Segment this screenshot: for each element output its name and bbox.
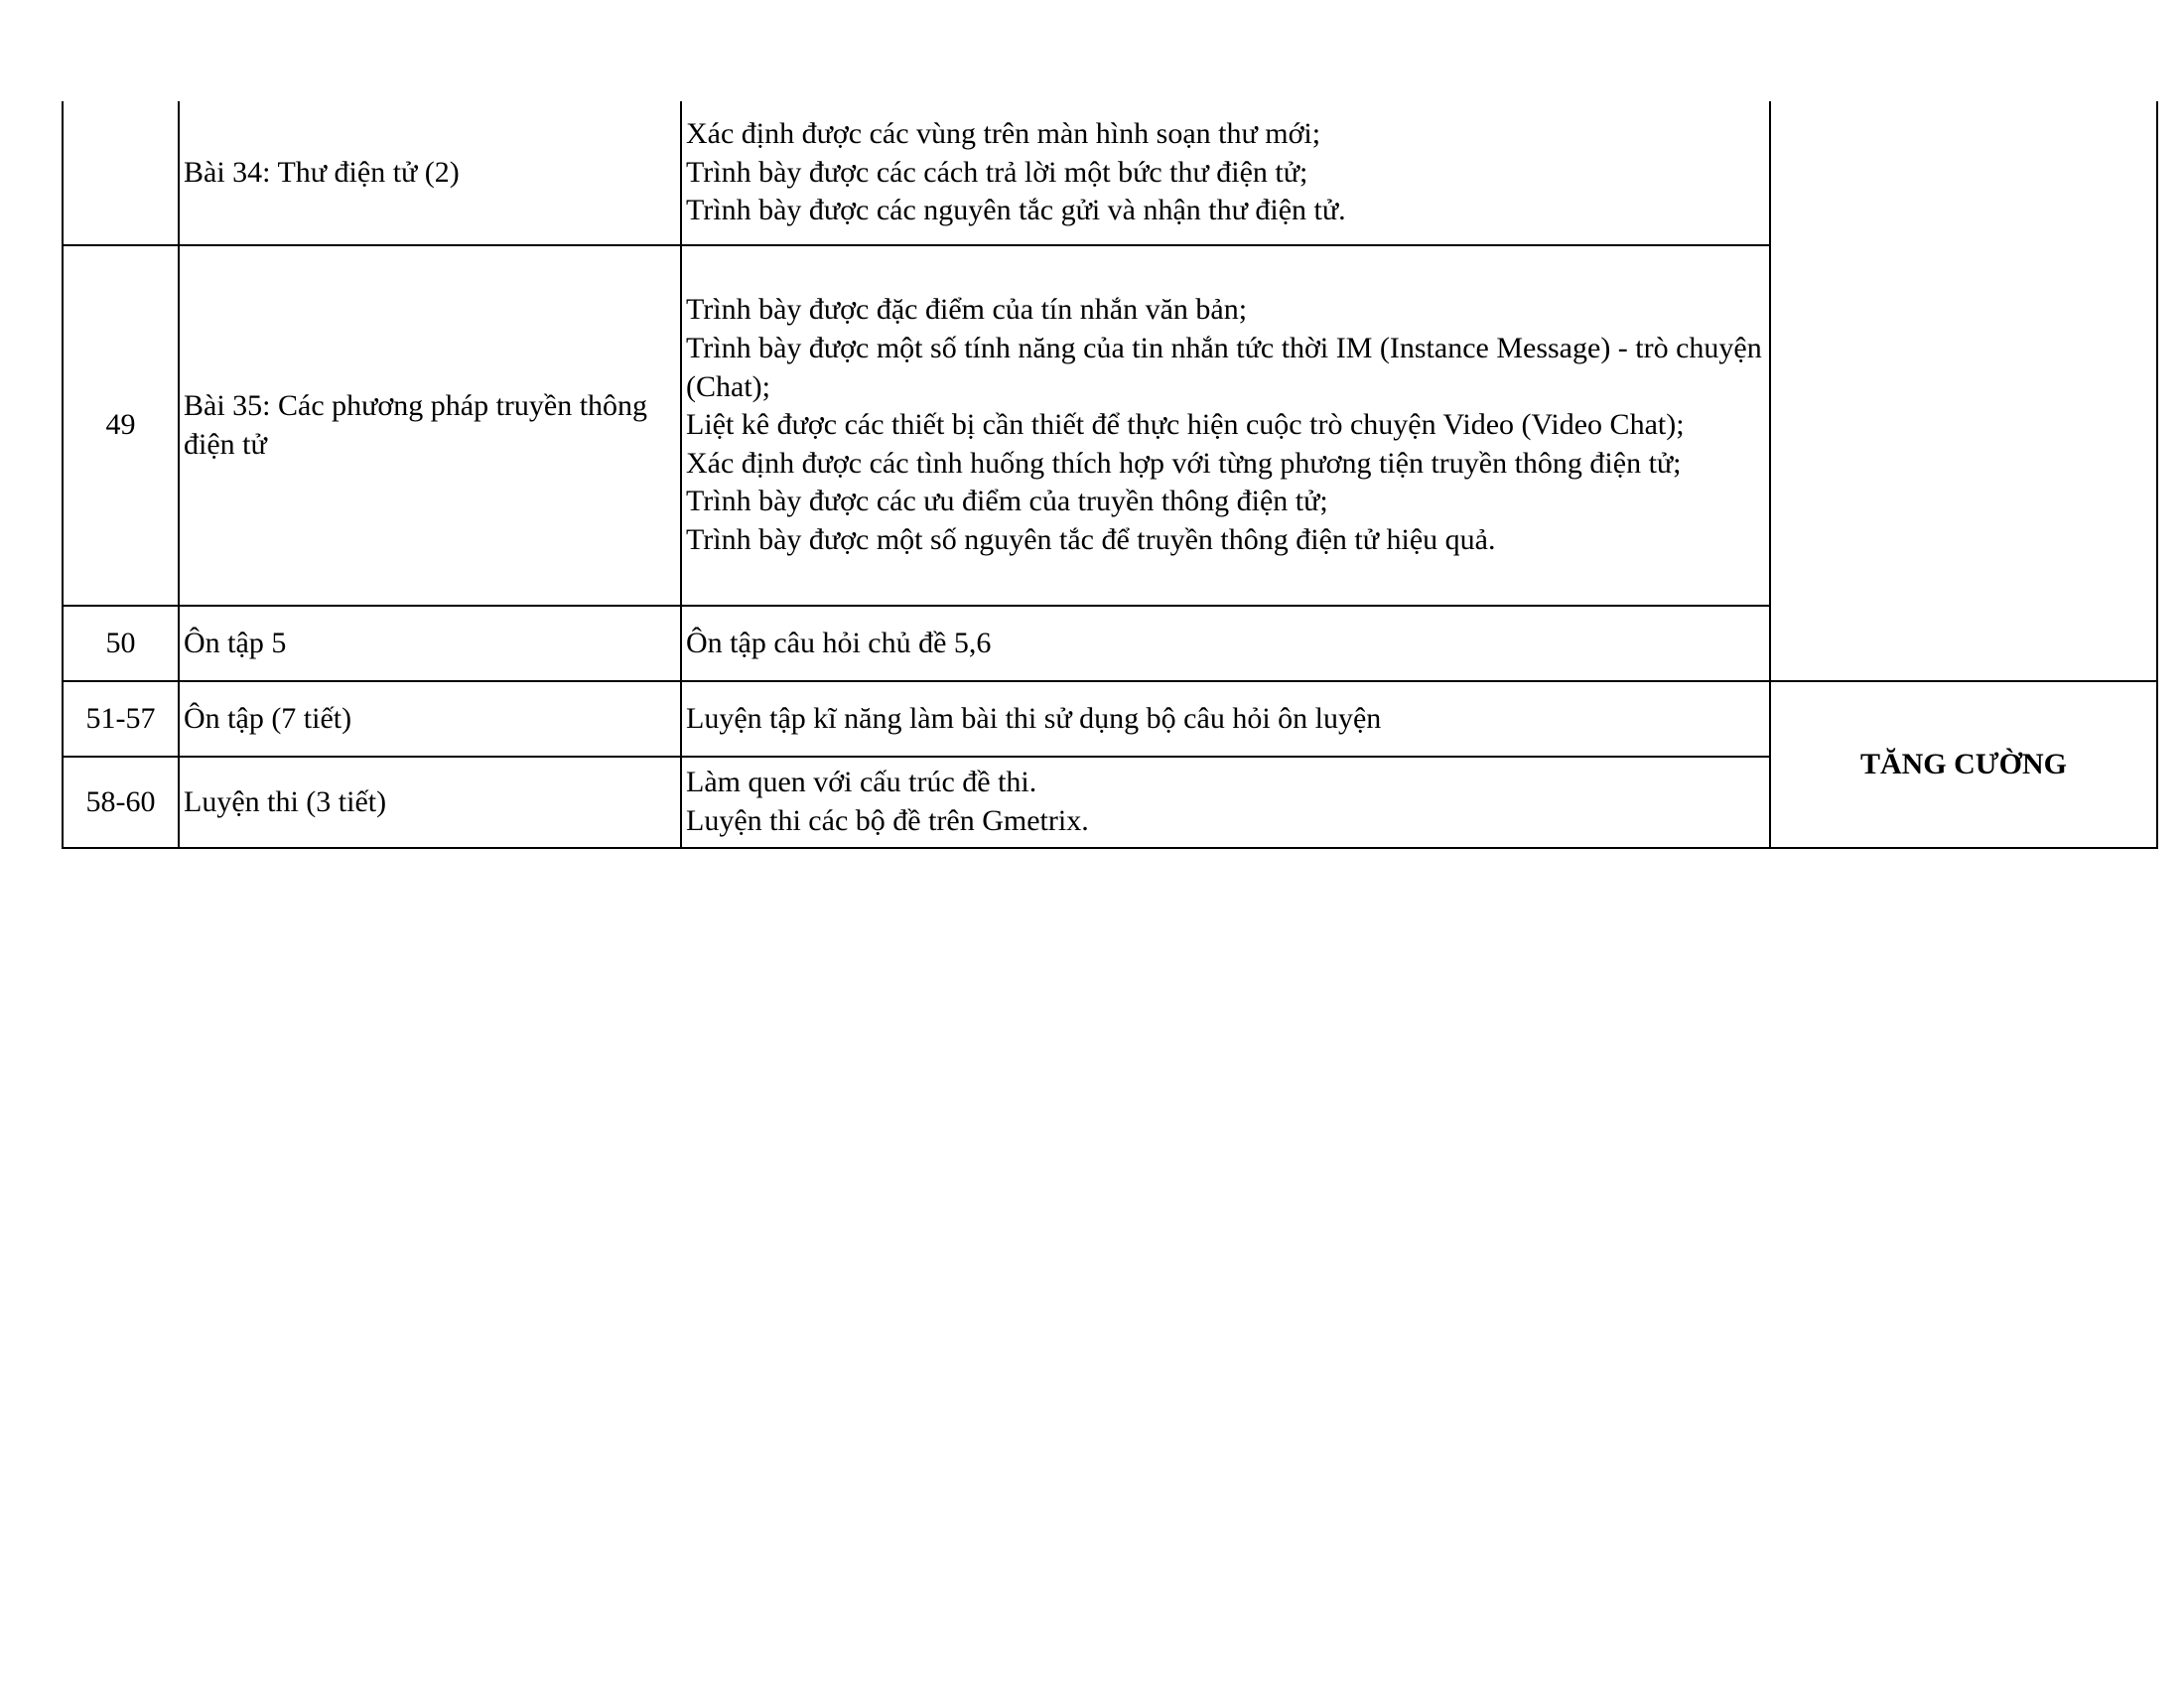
content-line: Xác định được các tình huống thích hợp với từng phương tiện truyền thông điện tử; — [686, 446, 1682, 480]
content-line: Trình bày được một số tính năng của tin nhắn tức thời IM (Instance Message) - trò chuyện (Chat); — [686, 332, 1762, 403]
table-row — [63, 681, 2157, 757]
content-line: Luyện thi các bộ đề trên Gmetrix. — [686, 804, 1089, 837]
lesson-number-cell — [63, 101, 179, 245]
content-line: Liệt kê được các thiết bị cần thiết để thực hiện cuộc trò chuyện Video (Video Chat); — [686, 408, 1685, 442]
content-line: Luyện tập kĩ năng làm bài thi sử dụng bộ câu hỏi ôn luyện — [686, 701, 1382, 735]
lesson-title-cell — [179, 606, 681, 681]
content-line: Trình bày được các cách trả lời một bức thư điện tử; — [686, 155, 1308, 189]
lesson-title: Ôn tập 5 — [184, 626, 287, 659]
lesson-title-cell — [179, 245, 681, 606]
note-cell-empty — [1770, 101, 2157, 681]
lesson-title-cell — [179, 757, 681, 848]
lesson-content-cell — [681, 681, 1770, 757]
content-line: Trình bày được các nguyên tắc gửi và nhận thư điện tử. — [686, 194, 1346, 227]
lesson-number-cell: 51-57 — [63, 681, 179, 757]
curriculum-table — [62, 101, 2158, 849]
lesson-number-cell: 58-60 — [63, 757, 179, 848]
lesson-title: Bài 35: Các phương pháp truyền thông điện tử — [184, 388, 648, 461]
lesson-content-cell — [681, 245, 1770, 606]
lesson-content-cell — [681, 101, 1770, 245]
lesson-title-cell — [179, 101, 681, 245]
lesson-title: Ôn tập (7 tiết) — [184, 701, 352, 735]
lesson-title: Luyện thi (3 tiết) — [184, 784, 387, 818]
lesson-title: Bài 34: Thư điện tử (2) — [184, 155, 460, 189]
content-line: Làm quen với cấu trúc đề thi. — [686, 766, 1037, 799]
lesson-content-cell — [681, 757, 1770, 848]
lesson-title-cell — [179, 681, 681, 757]
lesson-content-cell — [681, 606, 1770, 681]
content-line: Trình bày được đặc điểm của tín nhắn văn bản; — [686, 293, 1248, 327]
note-cell-tang-cuong — [1770, 681, 2157, 848]
content-line: Ôn tập câu hỏi chủ đề 5,6 — [686, 626, 992, 659]
lesson-number-cell: 50 — [63, 606, 179, 681]
content-line: Trình bày được các ưu điểm của truyền thông điện tử; — [686, 485, 1328, 518]
content-line: Trình bày được một số nguyên tắc để truyền thông điện tử hiệu quả. — [686, 522, 1496, 556]
table-row — [63, 101, 2157, 245]
content-line: Xác định được các vùng trên màn hình soạn thư mới; — [686, 117, 1321, 151]
note-label: TĂNG CƯỜNG — [1859, 747, 2068, 780]
lesson-number-cell: 49 — [63, 245, 179, 606]
